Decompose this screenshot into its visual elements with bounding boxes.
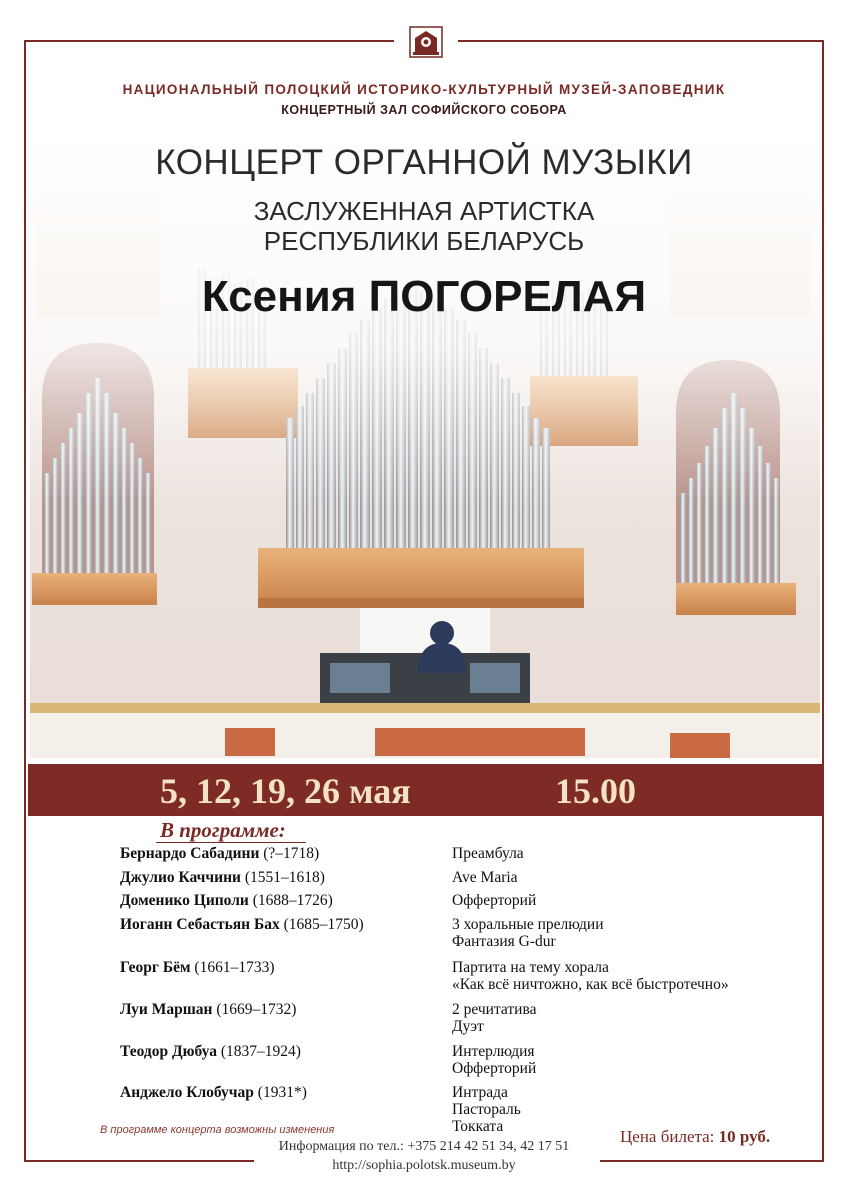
work-title: Фантазия G-dur — [452, 933, 556, 950]
composer-name: Джулио Каччини — [120, 869, 241, 886]
work-title: Пастораль — [452, 1101, 521, 1118]
concert-time: 15.00 — [555, 771, 636, 811]
composer-name: Луи Маршан — [120, 1001, 213, 1018]
composer — [120, 959, 274, 977]
frame-top-left — [24, 40, 394, 42]
work-title: Офферторий — [452, 892, 537, 909]
price-label: Цена билета: — [620, 1127, 715, 1146]
work-title: «Как всё ничтожно, как всё быстротечно» — [452, 976, 729, 993]
works — [452, 1001, 536, 1035]
composer — [120, 1043, 301, 1061]
venue-name: КОНЦЕРТНЫЙ ЗАЛ СОФИЙСКОГО СОБОРА — [281, 103, 567, 117]
composer-name: Георг Бём — [120, 959, 191, 976]
work-title: Интерлюдия — [452, 1043, 535, 1060]
composer — [120, 916, 364, 934]
work-title: Ave Maria — [452, 869, 518, 886]
composer-years: (1688–1726) — [252, 892, 333, 909]
institution-name: НАЦИОНАЛЬНЫЙ ПОЛОЦКИЙ ИСТОРИКО-КУЛЬТУРНЫЙ МУЗЕЙ-ЗАПОВЕДНИК — [122, 82, 726, 97]
works — [452, 892, 536, 909]
work-title: Интрада — [452, 1084, 508, 1101]
composer-years: (1837–1924) — [220, 1043, 301, 1060]
composer-years: (1669–1732) — [216, 1001, 297, 1018]
composer — [120, 1001, 296, 1019]
date-band — [28, 764, 822, 816]
works — [452, 845, 524, 862]
composer — [120, 869, 325, 887]
composer-years: (1661–1733) — [194, 959, 275, 976]
composer-years: (1931*) — [257, 1084, 307, 1101]
composer-name: Иоганн Себастьян Бах — [120, 916, 280, 933]
concert-dates: 5, 12, 19, 26 мая — [160, 771, 411, 811]
composer-name: Теодор Дюбуа — [120, 1043, 217, 1060]
program-heading-underline — [156, 842, 306, 843]
work-title: Офферторий — [452, 1060, 537, 1077]
program-heading: В программе: — [160, 818, 286, 842]
program-changes-note: В программе концерта возможны изменения — [100, 1124, 335, 1136]
composer-years: (1685–1750) — [283, 916, 364, 933]
works — [452, 916, 604, 950]
frame-top-right — [458, 40, 824, 42]
composer — [120, 892, 333, 910]
honor-line-2: РЕСПУБЛИКИ БЕЛАРУСЬ — [263, 226, 585, 256]
composer — [120, 845, 319, 863]
work-title: Дуэт — [452, 1018, 484, 1035]
composer-name: Доменико Циполи — [120, 892, 249, 909]
work-title: Токката — [452, 1118, 504, 1135]
work-title: Преамбула — [452, 845, 524, 862]
works — [452, 959, 729, 993]
museum-emblem-icon — [409, 26, 443, 58]
honor-title — [0, 196, 848, 256]
phone-info: Информация по тел.: +375 214 42 51 34, 42 17 51 — [278, 1139, 570, 1154]
composer-name: Бернардо Сабадини — [120, 845, 260, 862]
composer-years: (?–1718) — [263, 845, 320, 862]
composer-years: (1551–1618) — [244, 869, 325, 886]
price-value: 10 руб. — [718, 1127, 771, 1146]
work-title: 3 хоральные прелюдии — [452, 916, 604, 933]
works — [452, 1043, 536, 1077]
performer-name: Ксения ПОГОРЕЛАЯ — [201, 272, 647, 321]
event-title: КОНЦЕРТ ОРГАННОЙ МУЗЫКИ — [155, 143, 693, 182]
composer — [120, 1084, 307, 1102]
works — [452, 1084, 521, 1135]
composer-name: Анджело Клобучар — [120, 1084, 254, 1101]
work-title: 2 речитатива — [452, 1001, 537, 1018]
work-title: Партита на тему хорала — [452, 959, 609, 976]
works — [452, 869, 518, 886]
honor-line-1: ЗАСЛУЖЕННАЯ АРТИСТКА — [253, 196, 595, 226]
website-link[interactable]: http://sophia.polotsk.museum.by — [332, 1158, 516, 1173]
